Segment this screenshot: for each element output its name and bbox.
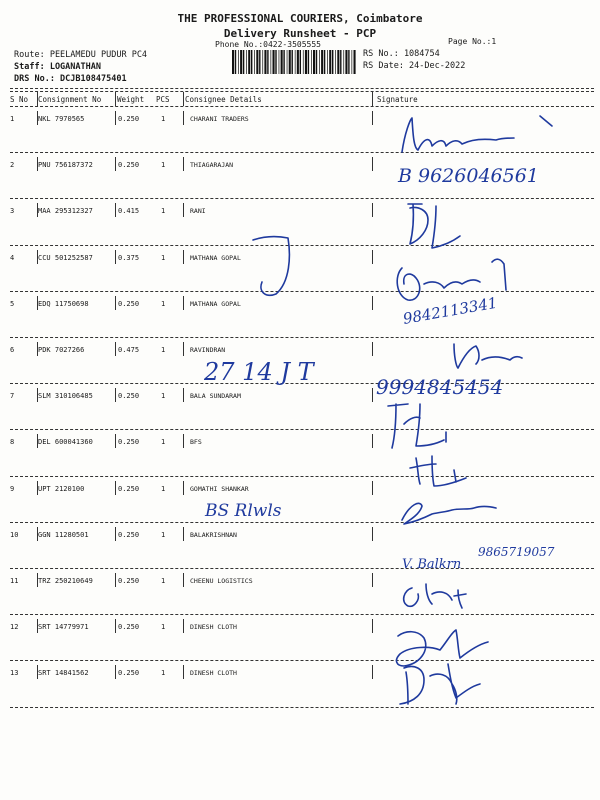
barcode-bar (348, 50, 349, 74)
cell-consignee: DINESH CLOTH (190, 669, 237, 678)
note-row-9: BS Rlwls (205, 501, 282, 521)
table-row (0, 338, 600, 384)
cell-consignment: TRZ 250210649 (38, 577, 93, 585)
barcode-bar (343, 50, 344, 74)
note-row-6: 27 14 J T (204, 358, 314, 386)
table-row (0, 292, 600, 338)
cell-consignee: THIAGARAJAN (190, 161, 234, 170)
col-divider (37, 203, 38, 217)
col-divider (115, 92, 116, 106)
barcode-bar (324, 50, 325, 74)
col-divider (372, 619, 373, 633)
col-divider (115, 296, 116, 310)
col-divider (372, 250, 373, 264)
barcode-bar (316, 50, 317, 74)
row-separator (10, 707, 594, 708)
cell-sno: 6 (10, 346, 15, 354)
col-divider (183, 481, 184, 495)
cell-weight: 0.250 (118, 299, 140, 308)
col-divider (183, 619, 184, 633)
cell-weight: 0.415 (118, 207, 140, 216)
cell-consignee: GOMATHI SHANKAR (190, 484, 249, 493)
page-number: Page No.:1 (448, 37, 497, 46)
cell-consignee: BALA SUNDARAM (190, 392, 241, 401)
barcode-bar (275, 50, 276, 74)
col-divider (183, 92, 184, 106)
cell-sno: 3 (10, 207, 15, 216)
cell-consignment: DEL 600041360 (38, 438, 93, 447)
barcode-bar (264, 50, 266, 74)
phone-row-5: 9842113341 (401, 293, 499, 328)
col-divider (183, 296, 184, 310)
col-divider (37, 573, 38, 587)
col-divider (115, 250, 116, 264)
table-row (0, 661, 600, 707)
col-divider (372, 92, 373, 106)
barcode-bar (251, 50, 252, 74)
col-divider (372, 388, 373, 402)
barcode-bar (329, 50, 331, 74)
col-divider (115, 481, 116, 495)
cell-weight: 0.250 (118, 392, 140, 401)
barcode-bar (262, 50, 263, 74)
col-divider (37, 665, 38, 679)
cell-consignment: PDK 7027266 (38, 346, 85, 354)
col-divider (115, 619, 116, 633)
staff: Staff: LOGANATHAN (14, 62, 101, 72)
cell-sno: 11 (10, 577, 19, 585)
col-header-pcs: PCS (156, 95, 170, 104)
barcode-bar (352, 50, 353, 74)
barcode-bar (279, 50, 280, 74)
cell-consignment: SRT 14779971 (38, 623, 89, 632)
rs-date: RS Date: 24-Dec-2022 (363, 61, 466, 71)
col-divider (115, 573, 116, 587)
barcode-bar (321, 50, 323, 74)
col-divider (372, 665, 373, 679)
phone-row-10: 9865719057 (478, 545, 555, 559)
barcode-bar (232, 50, 234, 74)
barcode-bar (313, 50, 315, 74)
col-divider (37, 527, 38, 541)
table-row (0, 430, 600, 476)
col-divider (183, 111, 184, 125)
barcode-bar (256, 50, 258, 74)
col-divider (37, 434, 38, 448)
cell-pcs: 1 (161, 623, 166, 632)
col-divider (37, 157, 38, 171)
cell-consignment: MAA 295312327 (38, 207, 93, 216)
cell-pcs: 1 (161, 530, 166, 539)
barcode-bar (281, 50, 283, 74)
cell-consignee: MATHANA GOPAL (190, 253, 241, 262)
barcode-bar (300, 50, 301, 74)
barcode-bar (248, 50, 250, 74)
col-divider (183, 573, 184, 587)
col-header-consignee: Consignee Details (185, 95, 262, 104)
cell-weight: 0.375 (118, 253, 140, 262)
col-divider (115, 434, 116, 448)
col-divider (372, 342, 373, 356)
table-row (0, 569, 600, 615)
barcode-bar (340, 50, 341, 74)
barcode (232, 50, 358, 74)
cell-consignment: PNU 756187372 (38, 161, 93, 170)
barcode-bar (271, 50, 272, 74)
col-divider (183, 388, 184, 402)
col-header-signature: Signature (377, 95, 418, 104)
cell-sno: 12 (10, 623, 19, 632)
barcode-bar (243, 50, 244, 74)
table-row (0, 523, 600, 569)
col-header-sno: S No (10, 95, 29, 104)
cell-consignment: GGN 11280501 (38, 530, 89, 539)
cell-consignee: RANI (190, 207, 206, 216)
col-divider (183, 342, 184, 356)
col-divider (115, 342, 116, 356)
table-row (0, 199, 600, 245)
cell-sno: 5 (10, 299, 15, 308)
cell-pcs: 1 (161, 438, 166, 447)
col-divider (183, 157, 184, 171)
col-divider (183, 665, 184, 679)
col-divider (372, 157, 373, 171)
col-divider (183, 527, 184, 541)
col-divider (37, 388, 38, 402)
col-divider (183, 203, 184, 217)
cell-sno: 10 (10, 530, 19, 539)
drs-number: DRS No.: DCJB108475401 (14, 74, 127, 84)
col-divider (115, 527, 116, 541)
barcode-bar (273, 50, 275, 74)
cell-weight: 0.250 (118, 577, 140, 585)
phone-number: Phone No.:0422-3505555 (215, 40, 321, 49)
barcode-bar (319, 50, 320, 74)
cell-pcs: 1 (161, 115, 166, 123)
col-divider (372, 203, 373, 217)
col-divider (37, 111, 38, 125)
cell-consignee: RAVINDRAN (190, 346, 226, 354)
col-divider (115, 111, 116, 125)
cell-consignee: CHEENU LOGISTICS (190, 577, 253, 585)
col-divider (37, 296, 38, 310)
table-top-rule-2 (10, 91, 594, 92)
runsheet-subtitle: Delivery Runsheet - PCP (223, 27, 377, 40)
barcode-bar (287, 50, 288, 74)
col-divider (372, 527, 373, 541)
col-header-weight: Weight (117, 95, 145, 104)
cell-pcs: 1 (161, 207, 166, 216)
route: Route: PEELAMEDU PUDUR PC4 (14, 50, 148, 60)
barcode-bar (311, 50, 312, 74)
cell-weight: 0.475 (118, 346, 140, 354)
company-title: THE PROFESSIONAL COURIERS, Coimbatore (177, 12, 423, 25)
barcode-bar (283, 50, 284, 74)
table-row (0, 107, 600, 153)
cell-sno: 9 (10, 484, 15, 493)
table-row (0, 477, 600, 523)
barcode-bar (295, 50, 296, 74)
barcode-bar (235, 50, 236, 74)
barcode-bar (332, 50, 333, 74)
barcode-bar (240, 50, 242, 74)
col-divider (115, 665, 116, 679)
cell-consignee: CHARANI TRADERS (190, 115, 249, 123)
barcode-bar (289, 50, 291, 74)
cell-pcs: 1 (161, 346, 166, 354)
name-row-10: V. Balkrn (402, 557, 462, 572)
table-row (0, 615, 600, 661)
cell-weight: 0.250 (118, 484, 140, 493)
barcode-bar (238, 50, 239, 74)
barcode-bar (297, 50, 299, 74)
col-divider (37, 619, 38, 633)
barcode-bar (354, 50, 356, 74)
table-row (0, 153, 600, 199)
cell-weight: 0.250 (118, 623, 140, 632)
cell-sno: 4 (10, 253, 15, 262)
cell-consignment: NKL 7970565 (38, 115, 85, 123)
table-row (0, 384, 600, 430)
col-divider (183, 434, 184, 448)
col-header-consignment: Consignment No (38, 95, 102, 104)
barcode-bar (327, 50, 328, 74)
cell-consignment: CCU 501252587 (38, 253, 93, 262)
cell-pcs: 1 (161, 392, 166, 401)
barcode-bar (335, 50, 336, 74)
cell-pcs: 1 (161, 299, 166, 308)
col-divider (115, 388, 116, 402)
barcode-bar (246, 50, 247, 74)
table-top-rule (10, 88, 594, 89)
cell-consignment: SRT 14841562 (38, 669, 89, 678)
cell-weight: 0.250 (118, 115, 140, 123)
barcode-bar (305, 50, 307, 74)
rs-number: RS No.: 1084754 (363, 49, 440, 59)
barcode-bar (267, 50, 268, 74)
phone-row-6: 9994845454 (376, 375, 504, 399)
cell-consignee: BALAKRISHNAN (190, 530, 237, 539)
col-divider (115, 157, 116, 171)
col-divider (37, 250, 38, 264)
cell-weight: 0.250 (118, 530, 140, 539)
col-divider (37, 92, 38, 106)
col-divider (183, 250, 184, 264)
col-divider (372, 434, 373, 448)
cell-pcs: 1 (161, 253, 166, 262)
cell-consignment: UPT 2120100 (38, 484, 85, 493)
cell-weight: 0.250 (118, 669, 140, 678)
phone-row-2: B 9626046561 (398, 165, 539, 187)
cell-sno: 7 (10, 392, 15, 401)
cell-pcs: 1 (161, 484, 166, 493)
cell-sno: 1 (10, 115, 15, 123)
cell-consignee: DINESH CLOTH (190, 623, 237, 632)
cell-consignment: SLM 310106485 (38, 392, 93, 401)
cell-sno: 2 (10, 161, 15, 170)
cell-consignee: BFS (190, 438, 202, 447)
cell-weight: 0.250 (118, 438, 140, 447)
barcode-bar (345, 50, 347, 74)
barcode-bar (259, 50, 260, 74)
barcode-bar (308, 50, 309, 74)
col-divider (372, 296, 373, 310)
col-divider (372, 111, 373, 125)
cell-pcs: 1 (161, 577, 166, 585)
table-row (0, 246, 600, 292)
cell-consignee: MATHANA GOPAL (190, 299, 241, 308)
cell-sno: 8 (10, 438, 15, 447)
cell-pcs: 1 (161, 669, 166, 678)
cell-pcs: 1 (161, 161, 166, 170)
cell-consignment: EDQ 11750698 (38, 299, 89, 308)
barcode-bar (337, 50, 339, 74)
col-divider (37, 342, 38, 356)
col-divider (372, 481, 373, 495)
cell-sno: 13 (10, 669, 19, 678)
barcode-bar (303, 50, 304, 74)
col-divider (115, 203, 116, 217)
barcode-bar (254, 50, 255, 74)
barcode-bar (292, 50, 293, 74)
col-divider (37, 481, 38, 495)
cell-weight: 0.250 (118, 161, 140, 170)
col-divider (372, 573, 373, 587)
